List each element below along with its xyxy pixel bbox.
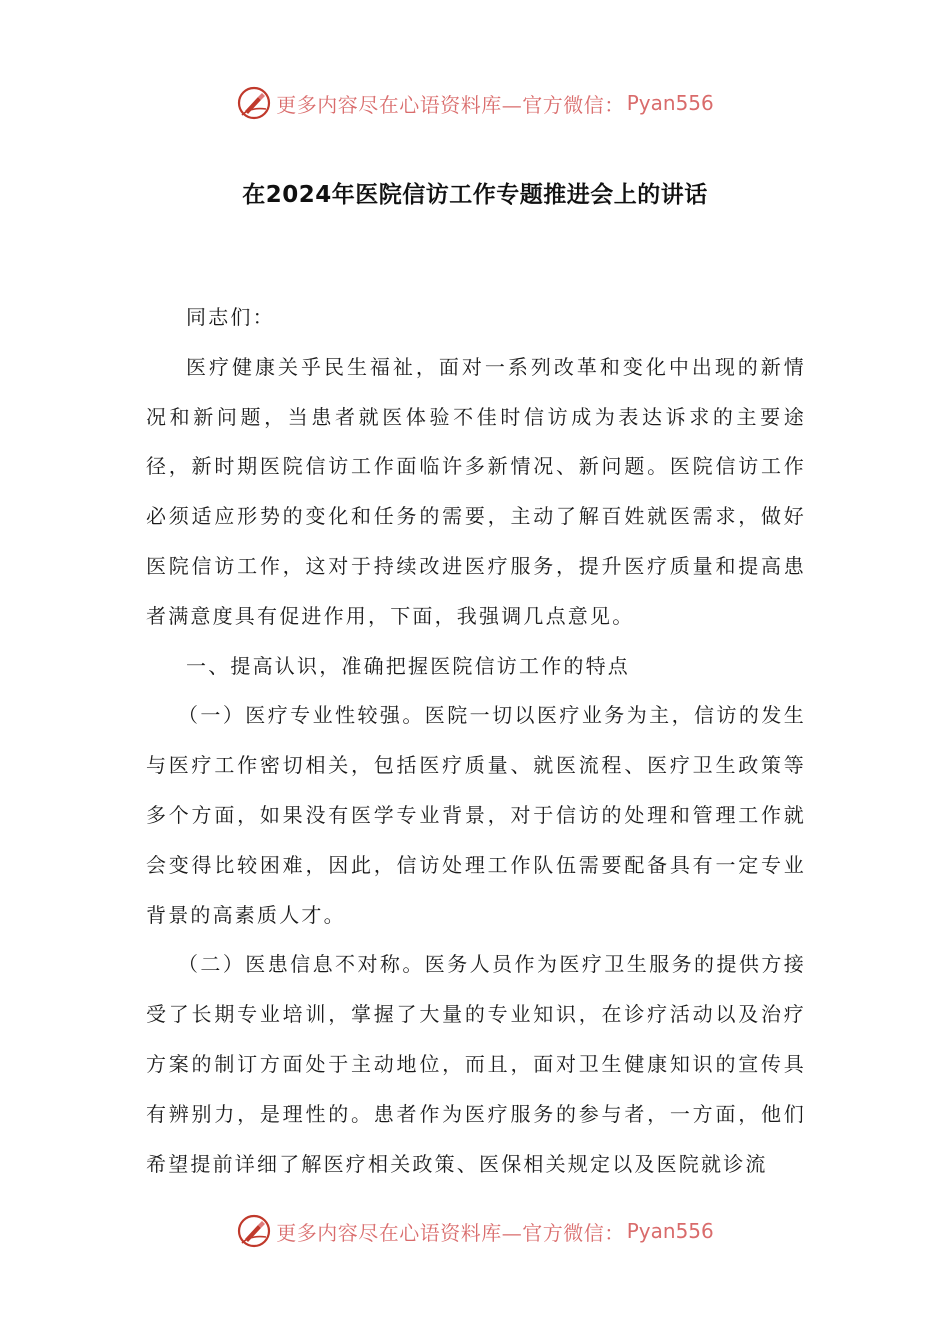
header-banner [0, 83, 950, 123]
section-heading: 一、提高认识，准确把握医院信访工作的特点 [186, 653, 630, 678]
paragraph-intro: 医疗健康关乎民生福祉，面对一系列改革和变化中出现的新情况和新问题，当患者就医体验不佳时信访成为表达诉求的主要途径，新时期医院信访工作面临许多新情况、新问题。医院信访工作必须适应形势的变化和任务的需要，主动了解百姓就医需求，做好医院信访工作，这对于持续改进医疗服务，提升医疗质量和提高患者满意度具有促进作用，下面，我强调几点意见。 [146, 354, 806, 628]
paragraph-point-1: （一）医疗专业性较强。医院一切以医疗业务为主，信访的发生与医疗工作密切相关，包括医疗质量、就医流程、医疗卫生政策等多个方面，如果没有医学专业背景，对于信访的处理和管理工作就会变得比较困难，因此，信访处理工作队伍需要配备具有一定专业背景的高素质人才。 [146, 703, 806, 927]
banner-handle: Pyan556 [626, 91, 714, 115]
pen-logo-icon [236, 1213, 272, 1249]
paragraph-point-2: （二）医患信息不对称。医务人员作为医疗卫生服务的提供方接受了长期专业培训，掌握了大量的专业知识，在诊疗活动以及治疗方案的制订方面处于主动地位，而且，面对卫生健康知识的宣传具有辨别力，是理性的。患者作为医疗服务的参与者，一方面，他们希望提前详细了解医疗相关政策、医保相关规定以及医院就诊流 [146, 952, 806, 1176]
document-title: 在2024年医院信访工作专题推进会上的讲话 [242, 182, 708, 208]
banner-text: 更多内容尽在心语资料库—官方微信： [276, 1220, 625, 1245]
banner-handle: Pyan556 [626, 1219, 714, 1243]
pen-logo-icon [236, 85, 272, 121]
footer-banner [0, 1211, 950, 1251]
banner-text: 更多内容尽在心语资料库—官方微信： [276, 92, 625, 117]
document-body [146, 293, 806, 1189]
salutation: 同志们： [186, 305, 275, 329]
